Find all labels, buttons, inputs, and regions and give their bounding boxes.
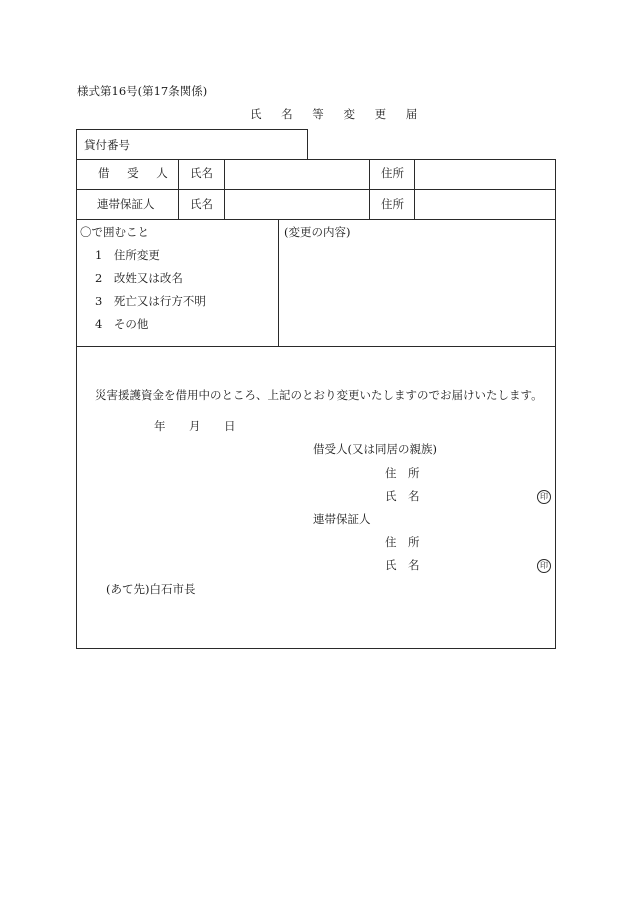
guarantor-signature-heading: 連帯保証人 [313, 512, 371, 526]
row-divider [76, 189, 556, 190]
seal-icon: 印 [537, 559, 551, 573]
borrower-signature-heading: 借受人(又は同居の親族) [313, 442, 437, 456]
statement: 災害援護資金を借用中のところ、上記のとおり変更いたしますのでお届けいたします。 [95, 388, 543, 402]
form-title: 氏 名 等 変 更 届 [250, 107, 426, 121]
row-divider [76, 346, 556, 347]
borrower-signature-name: 氏 名 [385, 489, 420, 503]
guarantor-label: 連帯保証人 [97, 197, 155, 211]
column-divider [414, 159, 415, 220]
change-type-item: 4 その他 [95, 317, 149, 331]
seal-icon: 印 [537, 490, 551, 504]
change-type-item: 3 死亡又は行方不明 [95, 294, 206, 308]
borrower-address-label: 住所 [381, 166, 404, 180]
column-divider [369, 159, 370, 220]
guarantor-name-label: 氏名 [190, 197, 213, 211]
column-divider [224, 159, 225, 220]
change-content-label: (変更の内容) [284, 225, 351, 239]
change-type-header: 〇で囲むこと [80, 225, 149, 239]
date-day: 日 [224, 419, 236, 433]
borrower-name-label: 氏名 [190, 166, 213, 180]
loan-number-box [76, 129, 308, 160]
borrower-signature-address: 住 所 [385, 466, 420, 480]
change-type-item: 2 改姓又は改名 [95, 271, 183, 285]
loan-number-label: 貸付番号 [84, 138, 130, 152]
column-divider [178, 159, 179, 220]
column-divider [278, 219, 279, 347]
guarantor-address-label: 住所 [381, 197, 404, 211]
form-number: 様式第16号(第17条関係) [77, 84, 208, 98]
borrower-label: 借 受 人 [98, 166, 175, 180]
change-type-item: 1 住所変更 [95, 248, 160, 262]
date-year: 年 [154, 419, 166, 433]
addressee: (あて先)白石市長 [106, 582, 196, 596]
guarantor-signature-name: 氏 名 [385, 558, 420, 572]
guarantor-signature-address: 住 所 [385, 535, 420, 549]
row-divider [76, 219, 556, 220]
date-month: 月 [189, 419, 201, 433]
